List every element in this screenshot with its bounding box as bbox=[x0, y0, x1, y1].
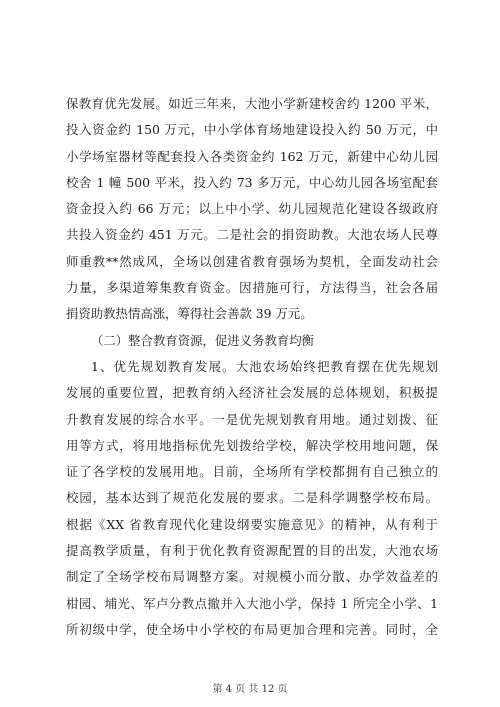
body-text bbox=[66, 91, 438, 643]
text-line: 师重教**然成风，全场以创建省教育强场为契机，全面发动社会 bbox=[66, 253, 438, 269]
text-line: 校园，基本达到了规范化发展的要求。二是科学调整学校布局。 bbox=[66, 490, 438, 506]
section-heading: （二）整合教育资源，促进义务教育均衡 bbox=[91, 332, 315, 348]
text-line: 发展的重要位置，把教育纳入经济社会发展的总体规划，积极提 bbox=[66, 385, 438, 401]
text-line: 提高教学质量，有利于优化教育资源配置的目的出发，大池农场 bbox=[66, 543, 438, 559]
text-line: 升教育发展的综合水平。一是优先规划教育用地。通过划拨、征 bbox=[66, 411, 438, 427]
text-line: 捐资助教热情高涨，筹得社会善款 39 万元。 bbox=[66, 306, 313, 322]
text-line: 资金投入约 66 万元；以上中小学、幼儿园规范化建设各级政府 bbox=[66, 201, 438, 217]
text-line: 柑园、埔光、军卢分教点撤并入大池小学，保持 1 所完全小学、1 bbox=[66, 595, 438, 611]
text-line: 小学场室器材等配套投入各类资金约 162 万元，新建中心幼儿园 bbox=[66, 148, 438, 164]
page-number: 第 4 页 共 12 页 bbox=[212, 684, 288, 695]
text-line: 力量，多渠道筹集教育资金。因措施可行，方法得当，社会各届 bbox=[66, 280, 438, 296]
text-line: 保教育优先发展。如近三年来，大池小学新建校舍约 1200 平米， bbox=[66, 96, 438, 111]
text-line: 根据《XX 省教育现代化建设纲要实施意见》的精神，从有利于 bbox=[66, 516, 438, 532]
text-line: 共投入资金约 451 万元。二是社会的捐资助教。大池农场人民尊 bbox=[66, 227, 438, 243]
text-line: 制定了全场学校布局调整方案。对规模小而分散、办学效益差的 bbox=[66, 569, 438, 585]
text-line: 校舍 1 幢 500 平米，投入约 73 多万元，中心幼儿园各场室配套 bbox=[66, 174, 438, 190]
text-line: 所初级中学，使全场中小学校的布局更加合理和完善。同时，全 bbox=[66, 621, 438, 637]
text-line: 投入资金约 150 万元，中小学体育场地建设投入约 50 万元，中 bbox=[66, 122, 438, 138]
text-line: 用等方式，将用地指标优先划拨给学校，解决学校用地问题，保 bbox=[66, 437, 438, 453]
text-line: 证了各学校的发展用地。目前，全场所有学校都拥有自己独立的 bbox=[66, 464, 438, 480]
text-line: 1、优先规划教育发展。大池农场始终把教育摆在优先规划 bbox=[91, 358, 438, 374]
